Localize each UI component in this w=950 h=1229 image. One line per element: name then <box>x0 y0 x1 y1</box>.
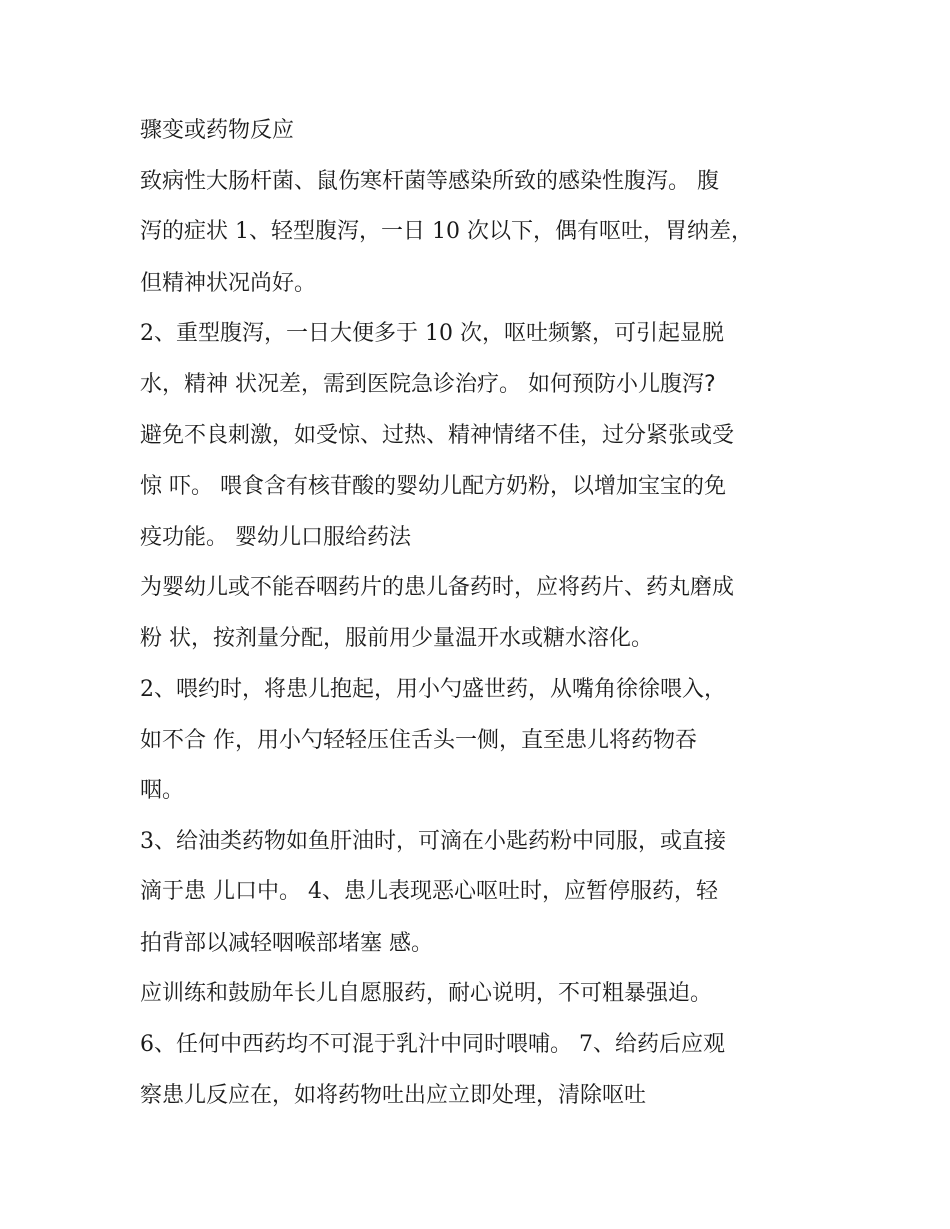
text-line <box>140 1029 725 1060</box>
text-line <box>140 522 411 553</box>
text-line <box>140 572 734 603</box>
text-run: 3、给油类药物如鱼肝油时，可滴在小匙药粉中同服，或直接 <box>140 829 726 854</box>
text-line <box>140 268 316 299</box>
text-line <box>140 775 184 806</box>
text-line <box>140 216 753 247</box>
text-run: 应训练和鼓励年长儿自愿服药，耐心说明，不可粗暴强迫。 <box>140 981 713 1006</box>
text-run: 次以下，偶有呕吐，胃纳差， <box>467 219 754 244</box>
text-run: 1、轻型腹泻，一日 10 <box>228 219 467 244</box>
text-line <box>140 674 726 705</box>
text-run: 滴于患 儿口中。 <box>140 879 308 904</box>
text-line <box>140 166 719 197</box>
text-run: 但精神状况尚好。 <box>140 271 317 296</box>
text-run: 粉 状，按剂量分配，服前用少量温开水或糖水溶化。 <box>140 626 653 651</box>
text-run: 察患儿反应在，如将药物吐出应立即处理，清除呕吐 <box>140 1083 647 1108</box>
text-run: 惊 吓。 喂食含有核苷酸的婴幼儿配方奶粉，以增加宝宝的免 <box>140 474 726 499</box>
text-run: 拍背部以减轻咽喉部堵塞 感。 <box>140 931 433 956</box>
text-line <box>140 420 734 451</box>
text-run: 骤变或药物反应 <box>140 118 295 143</box>
text-run: 疫功能。 婴幼儿口服给药法 <box>140 525 411 550</box>
text-line <box>140 1080 646 1111</box>
text-run: 水，精神 状况差，需到医院急诊治疗。 如何预防小儿腹泻? <box>140 372 716 397</box>
text-run: 避免不良刺激，如受惊、过热、精神情绪不佳，过分紧张或受 <box>140 423 735 448</box>
text-line <box>140 826 726 857</box>
text-run: 为婴幼儿或不能吞咽药片的患儿备药时，应将药片、药丸磨成 <box>140 575 735 600</box>
text-line <box>140 369 716 400</box>
text-run: 咽。 <box>140 778 185 803</box>
text-line <box>140 725 697 756</box>
text-run: 4、患儿表现恶心呕吐时，应暂停服药，轻 <box>308 879 718 904</box>
text-line <box>140 623 653 654</box>
text-line <box>140 318 724 349</box>
text-line <box>140 471 726 502</box>
text-run: 泻的症状 <box>140 219 229 244</box>
text-line <box>140 928 433 959</box>
text-run: 6、任何中西药均不可混于乳汁中同时喂哺。 7、给药后应观 <box>140 1032 725 1057</box>
text-run: 如不合 作，用小勺轻轻压住舌头一侧，直至患儿将药物吞 <box>140 728 697 753</box>
text-run: 2、重型腹泻，一日大便多于 10 <box>140 321 460 346</box>
text-line <box>140 978 712 1009</box>
text-run: 致病性大肠杆菌、鼠伤寒杆菌等感染所致的感染性腹泻。 腹 <box>140 169 719 194</box>
text-line <box>140 115 294 146</box>
text-run: 次，呕吐频繁，可引起显脱 <box>459 321 724 346</box>
text-run: 2、喂约时，将患儿抱起，用小勺盛世药，从嘴角徐徐喂入， <box>140 677 726 702</box>
text-line <box>140 876 718 907</box>
